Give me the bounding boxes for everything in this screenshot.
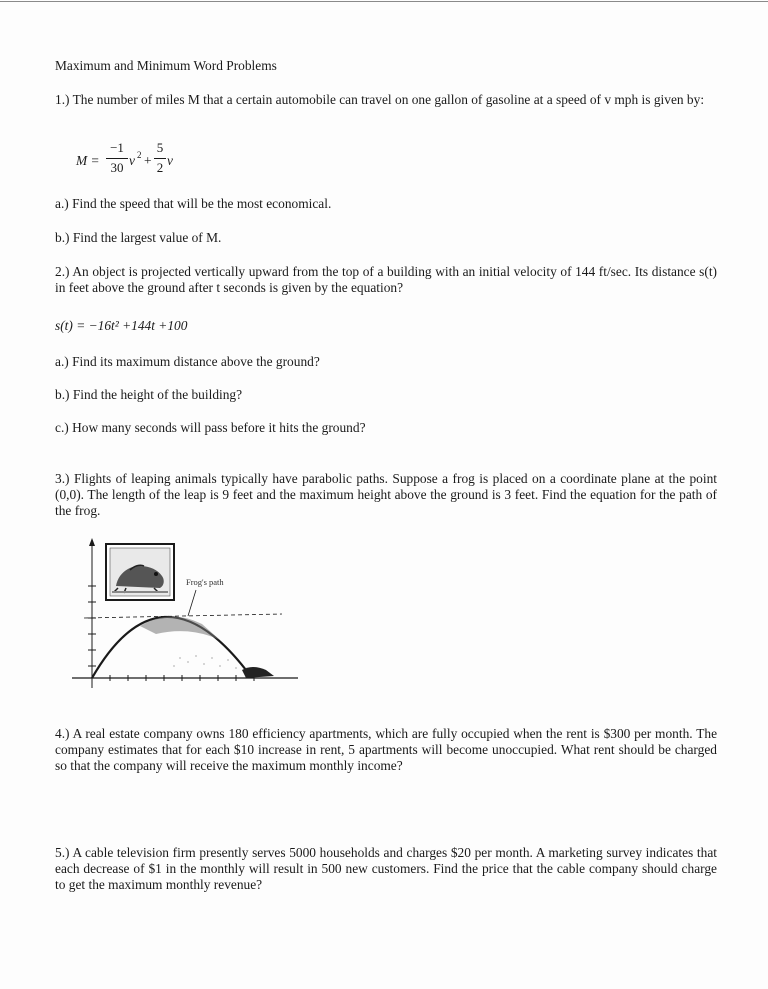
scan-top-edge bbox=[0, 1, 768, 2]
problem-2-part-c: c.) How many seconds will pass before it hits the ground? bbox=[55, 420, 366, 435]
fraction-2-bar bbox=[154, 158, 166, 159]
frog-leap-figure bbox=[70, 530, 310, 700]
fraction-1-numerator: −1 bbox=[110, 140, 124, 155]
equation-exponent: 2 bbox=[137, 150, 142, 160]
problem-2-equation: s(t) = −16t² +144t +100 bbox=[55, 318, 188, 333]
problem-1-part-a: a.) Find the speed that will be the most economical. bbox=[55, 196, 332, 211]
problem-1-number: 1.) bbox=[55, 92, 70, 107]
problem-4-text: A real estate company owns 180 efficiency apartments, which are fully occupied when the rent is $300 per month. The company estimates that for each $10 increase in rent, 5 apartments will become unoccupied. What rent should be charged so that the company will receive the maximum monthly income? bbox=[55, 726, 718, 773]
problem-3-text: Flights of leaping animals typically have parabolic paths. Suppose a frog is placed on a coordinate plane at the point (0,0). The length of the leap is 9 feet and the maximum height above the ground is 3 feet. Find the equation for the path of the frog. bbox=[55, 471, 717, 518]
equation-term-1: v bbox=[129, 153, 135, 168]
problem-2-number: 2.) bbox=[55, 264, 70, 279]
frogs-path-label: Frog's path bbox=[186, 577, 224, 587]
problem-2-part-a: a.) Find its maximum distance above the ground? bbox=[55, 354, 320, 369]
problem-1-text: The number of miles M that a certain automobile can travel on one gallon of gasoline at a speed of v mph is given by: bbox=[72, 92, 705, 107]
problem-5-number: 5.) bbox=[55, 845, 70, 860]
equation-plus: + bbox=[144, 153, 152, 168]
fraction-2-numerator: 5 bbox=[156, 140, 164, 155]
frog-speckles bbox=[173, 655, 237, 669]
problem-1-part-b: b.) Find the largest value of M. bbox=[55, 230, 222, 245]
problem-1 bbox=[55, 92, 717, 108]
y-axis-arrow bbox=[89, 538, 95, 546]
problem-2-text: An object is projected vertically upward from the top of a building with an initial velocity of 144 ft/sec. Its distance s(t) in feet above the ground after t seconds is given by the equation? bbox=[55, 264, 718, 295]
fraction-1-bar bbox=[106, 158, 128, 159]
problem-4 bbox=[55, 726, 717, 774]
frog-image bbox=[106, 544, 174, 600]
page-title: Maximum and Minimum Word Problems bbox=[55, 58, 277, 73]
problem-2-part-b: b.) Find the height of the building? bbox=[55, 387, 243, 402]
fraction-1-denominator: 30 bbox=[110, 160, 124, 175]
problem-4-number: 4.) bbox=[55, 726, 70, 741]
problem-3 bbox=[55, 471, 717, 519]
label-pointer bbox=[188, 590, 196, 616]
fraction-2-denominator: 2 bbox=[156, 160, 164, 175]
equation-lhs: M = bbox=[76, 153, 100, 168]
equation-term-2: v bbox=[167, 153, 173, 168]
landed-frog bbox=[242, 667, 274, 678]
problem-3-number: 3.) bbox=[55, 471, 70, 486]
max-height-line bbox=[84, 614, 282, 618]
problem-2 bbox=[55, 264, 717, 296]
problem-5 bbox=[55, 845, 717, 893]
problem-5-text: A cable television firm presently serves 5000 households and charges $20 per month. A marketing survey indicates that each decrease of $1 in the monthly will result in 500 new customers. Find the price that the cable company should charge to get the maximum monthly revenue? bbox=[55, 845, 717, 892]
